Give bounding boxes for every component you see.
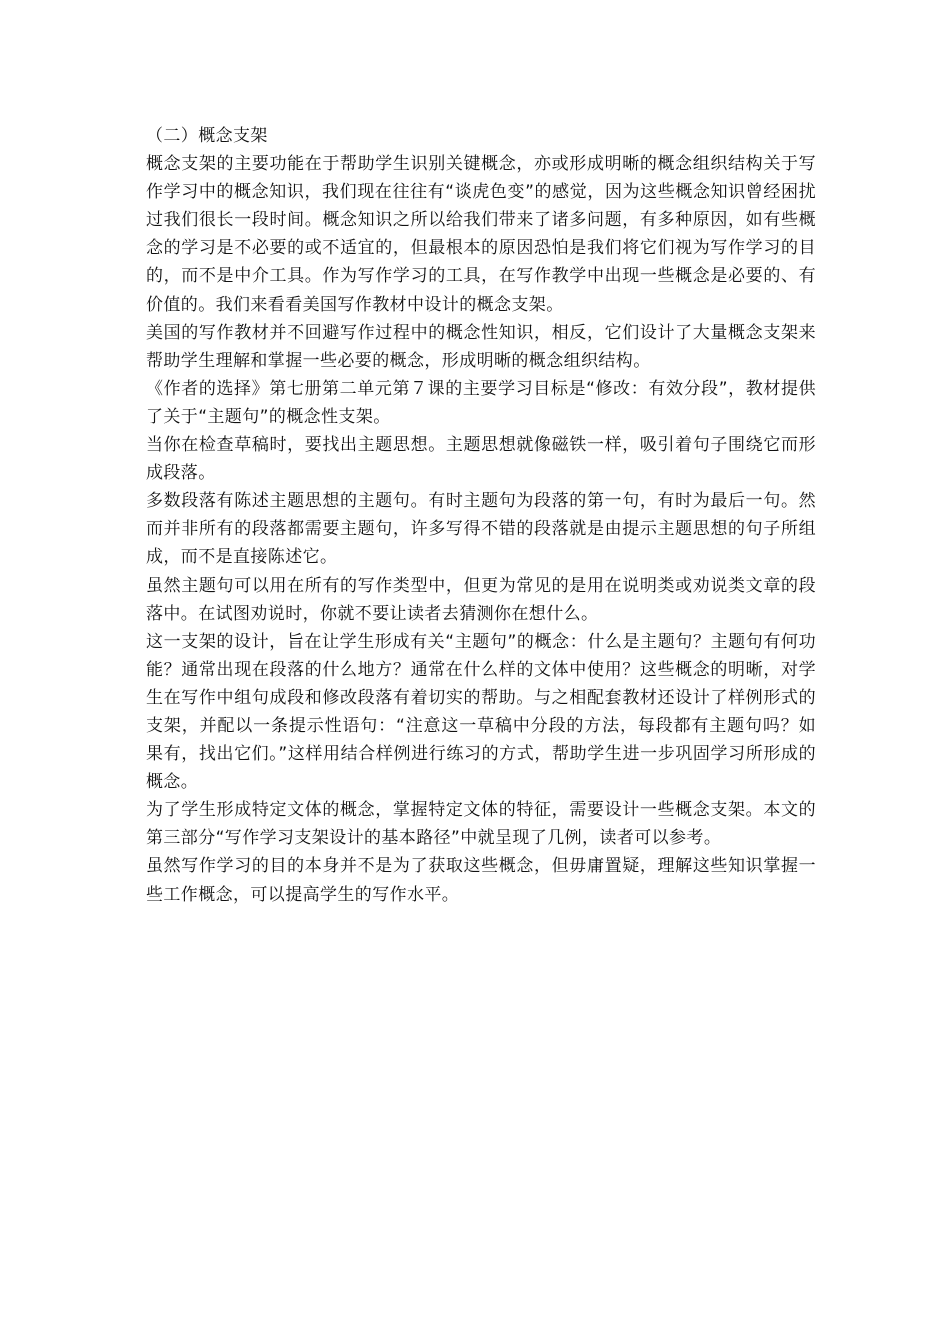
paragraph-4: 当你在检查草稿时，要找出主题思想。主题思想就像磁铁一样，吸引着句子围绕它而形成段落。 [146, 435, 816, 484]
paragraph-7: 这一支架的设计，旨在让学生形成有关“主题句”的概念：什么是主题句？主题句有何功能？通常出现在段落的什么地方？通常在什么样的文体中使用？这些概念的明晰，对学生在写作中组句成段和修改段落有着切实的帮助。与之相配套教材还设计了样例形式的支架，并配以一条提示性语句：“注意这一草稿中分段的方法，每段都有主题句吗？如果有，找出它们。”这样用结合样例进行练习的方式，帮助学生进一步巩固学习所形成的概念。 [146, 631, 816, 793]
paragraph-3: 《作者的选择》第七册第二单元第７课的主要学习目标是“修改：有效分段”，教材提供了关于“主题句”的概念性支架。 [146, 378, 816, 427]
paragraph-9: 虽然写作学习的目的本身并不是为了获取这些概念，但毋庸置疑，理解这些知识掌握一些工作概念，可以提高学生的写作水平。 [146, 856, 816, 905]
paragraph-6: 虽然主题句可以用在所有的写作类型中，但更为常见的是用在说明类或劝说类文章的段落中。在试图劝说时，你就不要让读者去猜测你在想什么。 [146, 575, 816, 624]
document-body [146, 122, 816, 909]
paragraph-2: 美国的写作教材并不回避写作过程中的概念性知识，相反，它们设计了大量概念支架来帮助学生理解和掌握一些必要的概念，形成明晰的概念组织结构。 [146, 322, 816, 371]
section-heading: （二）概念支架 [146, 126, 268, 146]
paragraph-1: 概念支架的主要功能在于帮助学生识别关键概念，亦或形成明晰的概念组织结构关于写作学习中的概念知识，我们现在往往有“谈虎色变”的感觉，因为这些概念知识曾经困扰过我们很长一段时间。概念知识之所以给我们带来了诸多问题，有多种原因，如有些概念的学习是不必要的或不适宜的，但最根本的原因恐怕是我们将它们视为写作学习的目的，而不是中介工具。作为写作学习的工具，在写作教学中出现一些概念是必要的、有价值的。我们来看看美国写作教材中设计的概念支架。 [146, 154, 816, 315]
paragraph-8: 为了学生形成特定文体的概念，掌握特定文体的特征，需要设计一些概念支架。本文的第三部分“写作学习支架设计的基本路径”中就呈现了几例，读者可以参考。 [146, 800, 816, 849]
paragraph-5: 多数段落有陈述主题思想的主题句。有时主题句为段落的第一句，有时为最后一句。然而并非所有的段落都需要主题句，许多写得不错的段落就是由提示主题思想的句子所组成，而不是直接陈述它。 [146, 491, 816, 568]
